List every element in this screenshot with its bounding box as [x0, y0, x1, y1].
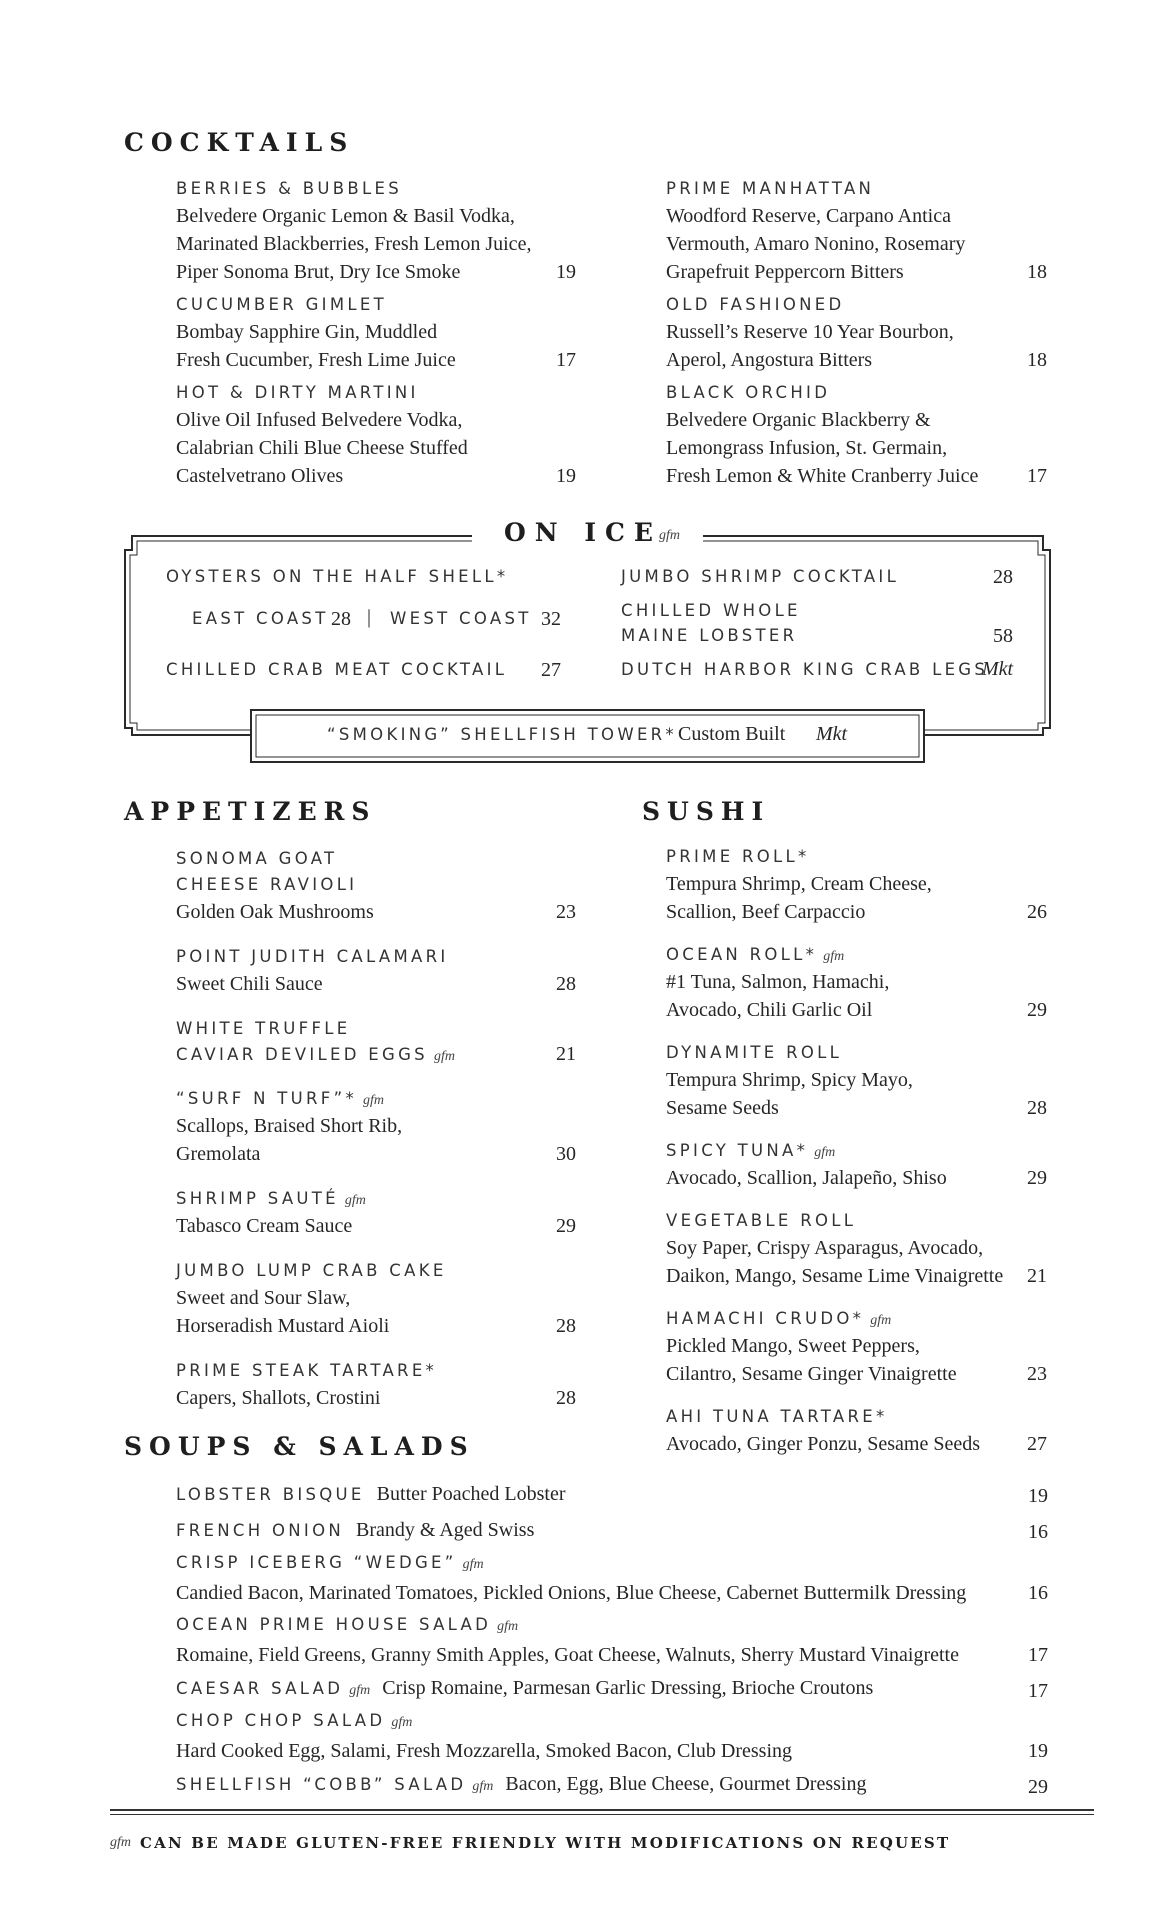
menu-item: [666, 1306, 1047, 1388]
cocktails-title: COCKTAILS: [124, 128, 355, 157]
item-name: PRIME MANHATTAN: [666, 179, 875, 198]
item-price: 19: [556, 465, 576, 487]
item-name: CHEESE RAVIOLI: [176, 875, 358, 894]
item-name-line: [176, 1016, 576, 1042]
item-price: 17: [1027, 465, 1047, 487]
menu-item: [666, 380, 1047, 490]
west-coast-price: 32: [541, 608, 561, 630]
item-description: Grapefruit Peppercorn Bitters: [666, 261, 904, 283]
item-name-line: [176, 1550, 1048, 1579]
item-description: Romaine, Field Greens, Granny Smith Apples, Goat Cheese, Walnuts, Sherry Mustard Vinaigrette: [176, 1644, 959, 1666]
item-description: Marinated Blackberries, Fresh Lemon Juice,: [176, 233, 532, 255]
item-name-line: [176, 1186, 576, 1212]
item-name-line: [176, 1258, 576, 1284]
shrimp-cocktail-price: 28: [993, 566, 1013, 588]
item-description: Olive Oil Infused Belvedere Vodka,: [176, 409, 463, 431]
item-name-line: [176, 944, 576, 970]
item-description: Tabasco Cream Sauce: [176, 1215, 353, 1237]
menu-item: [176, 1480, 1048, 1510]
item-price: 28: [556, 1387, 576, 1409]
item-name-line: [176, 1042, 576, 1068]
item-description: Vermouth, Amaro Nonino, Rosemary: [666, 233, 966, 255]
item-price: 23: [1027, 1363, 1047, 1385]
menu-item: [176, 292, 576, 374]
item-name: OLD FASHIONED: [666, 295, 845, 314]
menu-item: [666, 942, 1047, 1024]
footer-gfm: gfm: [110, 1835, 131, 1850]
item-description: Daikon, Mango, Sesame Lime Vinaigrette: [666, 1265, 1004, 1287]
gfm-mark: gfm: [472, 1779, 494, 1794]
item-price: 28: [1027, 1097, 1047, 1119]
item-name: CHOP CHOP SALAD: [176, 1711, 386, 1730]
king-crab-price: Mkt: [982, 658, 1014, 680]
menu-item: [666, 1208, 1047, 1290]
item-description: Gremolata: [176, 1143, 261, 1165]
footer-rule-bottom: [110, 1814, 1094, 1815]
gfm-mark: gfm: [823, 949, 845, 964]
item-description: Tempura Shrimp, Cream Cheese,: [666, 873, 932, 895]
appetizers-column: [176, 846, 576, 1430]
item-description: Scallops, Braised Short Rib,: [176, 1115, 403, 1137]
menu-item: [176, 1770, 1048, 1801]
sushi-title: SUSHI: [642, 797, 771, 826]
item-description: Crisp Romaine, Parmesan Garlic Dressing, Brioche Croutons: [382, 1677, 874, 1699]
item-price: 17: [1028, 1644, 1048, 1666]
footer-note: CAN BE MADE GLUTEN-FREE FRIENDLY WITH MODIFICATIONS ON REQUEST: [140, 1834, 951, 1852]
item-price: 18: [1027, 261, 1047, 283]
item-name-line: [666, 1404, 1047, 1430]
menu-item: [176, 1258, 576, 1340]
east-coast-price: 28: [331, 608, 351, 630]
cocktails-left-column: [176, 176, 576, 496]
menu-item: [666, 1040, 1047, 1122]
item-price: 26: [1027, 901, 1047, 923]
item-price: 16: [1028, 1582, 1048, 1604]
menu-item: [176, 176, 576, 286]
item-name: BLACK ORCHID: [666, 383, 831, 402]
coast-separator: |: [367, 606, 372, 628]
item-description: Piper Sonoma Brut, Dry Ice Smoke: [176, 261, 461, 283]
item-description: Butter Poached Lobster: [376, 1483, 566, 1505]
item-name: “SURF N TURF”*: [176, 1089, 357, 1108]
item-name-line: [176, 1516, 1048, 1546]
item-name-line: [176, 1708, 1048, 1737]
gfm-mark: gfm: [870, 1313, 892, 1328]
menu-item: [176, 1674, 1048, 1705]
tower-price: Mkt: [816, 723, 848, 745]
menu-item: [176, 846, 576, 926]
item-name: SHELLFISH “COBB” SALAD: [176, 1775, 467, 1794]
item-description: Russell’s Reserve 10 Year Bourbon,: [666, 321, 954, 343]
tower-desc: Custom Built: [678, 723, 786, 745]
item-description: Bacon, Egg, Blue Cheese, Gourmet Dressing: [505, 1773, 867, 1795]
menu-item: [666, 1138, 1047, 1192]
item-name-line: [176, 872, 576, 898]
menu-item: [666, 1404, 1047, 1458]
item-name: POINT JUDITH CALAMARI: [176, 947, 449, 966]
item-description: Golden Oak Mushrooms: [176, 901, 374, 923]
item-name-line: [176, 1674, 1048, 1705]
menu-item: [176, 1358, 576, 1412]
menu-item: [176, 1086, 576, 1168]
item-price: 30: [556, 1143, 576, 1165]
cocktails-right-column: [666, 176, 1047, 496]
item-name: HAMACHI CRUDO*: [666, 1309, 865, 1328]
menu-item: [666, 292, 1047, 374]
appetizers-title: APPETIZERS: [124, 797, 377, 826]
crab-cocktail-price: 27: [541, 659, 561, 681]
item-name: LOBSTER BISQUE: [176, 1485, 365, 1504]
item-name-line: [176, 1480, 1048, 1510]
item-name-line: [666, 1208, 1047, 1234]
item-description: Lemongrass Infusion, St. Germain,: [666, 437, 948, 459]
item-name-line: [666, 942, 1047, 968]
item-name: SPICY TUNA*: [666, 1141, 809, 1160]
item-name: OCEAN ROLL*: [666, 945, 818, 964]
item-price: 19: [556, 261, 576, 283]
item-description: Brandy & Aged Swiss: [356, 1519, 535, 1541]
item-description: Candied Bacon, Marinated Tomatoes, Pickled Onions, Blue Cheese, Cabernet Buttermilk Dressing: [176, 1582, 967, 1604]
menu-item: [176, 380, 576, 490]
item-price: 21: [556, 1043, 576, 1065]
gfm-mark: gfm: [363, 1093, 384, 1108]
menu-item: [176, 944, 576, 998]
item-name: HOT & DIRTY MARTINI: [176, 383, 419, 402]
item-price: 19: [1028, 1740, 1048, 1762]
item-description: Castelvetrano Olives: [176, 465, 344, 487]
item-name: CAVIAR DEVILED EGGS: [176, 1045, 428, 1064]
item-description: Hard Cooked Egg, Salami, Fresh Mozzarella, Smoked Bacon, Club Dressing: [176, 1740, 792, 1762]
item-description: Belvedere Organic Lemon & Basil Vodka,: [176, 205, 515, 227]
soups-salads-title: SOUPS & SALADS: [124, 1432, 475, 1461]
gfm-mark: gfm: [344, 1193, 366, 1208]
item-price: 29: [1027, 999, 1047, 1021]
item-name: VEGETABLE ROLL: [666, 1211, 857, 1230]
item-description: Calabrian Chili Blue Cheese Stuffed: [176, 437, 468, 459]
menu-item: [666, 844, 1047, 926]
gfm-mark: gfm: [349, 1683, 371, 1698]
item-name: CUCUMBER GIMLET: [176, 295, 387, 314]
menu-item: [176, 1516, 1048, 1546]
item-price: 18: [1027, 349, 1047, 371]
item-price: 29: [556, 1215, 576, 1237]
item-description: Avocado, Scallion, Jalapeño, Shiso: [666, 1167, 947, 1189]
menu-item: [666, 176, 1047, 286]
item-description: Cilantro, Sesame Ginger Vinaigrette: [666, 1363, 957, 1385]
on-ice-gfm: gfm: [659, 528, 680, 543]
item-name: CAESAR SALAD: [176, 1679, 344, 1698]
gfm-mark: gfm: [462, 1557, 484, 1572]
item-name: DYNAMITE ROLL: [666, 1043, 843, 1062]
item-name-line: [176, 1358, 576, 1384]
item-price: 29: [1028, 1776, 1048, 1798]
item-name: WHITE TRUFFLE: [176, 1019, 351, 1038]
item-price: 28: [556, 1315, 576, 1337]
menu-item: [176, 1186, 576, 1240]
item-name: SONOMA GOAT: [176, 849, 338, 868]
item-description: Capers, Shallots, Crostini: [176, 1387, 381, 1409]
west-coast-label: WEST COAST: [390, 609, 532, 628]
menu-item: [176, 1016, 576, 1068]
item-name-line: [666, 844, 1047, 870]
item-price: 16: [1028, 1521, 1048, 1543]
item-name-line: [176, 1612, 1048, 1641]
item-name-line: [666, 1138, 1047, 1164]
item-name: OCEAN PRIME HOUSE SALAD: [176, 1615, 492, 1634]
king-crab-label: DUTCH HARBOR KING CRAB LEGS: [621, 660, 989, 679]
item-name-line: [176, 1770, 1048, 1801]
menu-item: [176, 1550, 1048, 1607]
item-name: SHRIMP SAUTÉ: [176, 1189, 339, 1208]
item-description: Soy Paper, Crispy Asparagus, Avocado,: [666, 1237, 984, 1259]
item-description: Belvedere Organic Blackberry &: [666, 409, 931, 431]
shrimp-cocktail-label: JUMBO SHRIMP COCKTAIL: [621, 567, 900, 586]
item-description: Scallion, Beef Carpaccio: [666, 901, 866, 923]
tower-label: “SMOKING” SHELLFISH TOWER*: [327, 725, 677, 744]
menu-item: [176, 1612, 1048, 1669]
gfm-mark: gfm: [497, 1619, 519, 1634]
east-coast-label: EAST COAST: [192, 609, 329, 628]
item-description: Fresh Lemon & White Cranberry Juice: [666, 465, 979, 487]
item-description: #1 Tuna, Salmon, Hamachi,: [666, 971, 890, 993]
item-description: Sweet and Sour Slaw,: [176, 1287, 351, 1309]
gfm-mark: gfm: [814, 1145, 836, 1160]
item-price: 17: [1028, 1680, 1048, 1702]
item-description: Bombay Sapphire Gin, Muddled: [176, 321, 438, 343]
item-price: 29: [1027, 1167, 1047, 1189]
item-price: 17: [556, 349, 576, 371]
gfm-mark: gfm: [433, 1049, 455, 1064]
item-description: Pickled Mango, Sweet Peppers,: [666, 1335, 920, 1357]
item-name: PRIME STEAK TARTARE*: [176, 1361, 438, 1380]
item-price: 21: [1027, 1265, 1047, 1287]
crab-cocktail-label: CHILLED CRAB MEAT COCKTAIL: [166, 660, 508, 679]
item-price: 19: [1028, 1485, 1048, 1507]
lobster-label-1: CHILLED WHOLE: [621, 601, 801, 620]
item-name: FRENCH ONION: [176, 1521, 345, 1540]
item-price: 28: [556, 973, 576, 995]
item-name-line: [176, 1086, 576, 1112]
menu-item: [176, 1708, 1048, 1765]
footer-rule-top: [110, 1809, 1094, 1811]
item-description: Tempura Shrimp, Spicy Mayo,: [666, 1069, 913, 1091]
sushi-column: [666, 844, 1047, 1474]
item-name: CRISP ICEBERG “WEDGE”: [176, 1553, 457, 1572]
item-name: JUMBO LUMP CRAB CAKE: [176, 1261, 447, 1280]
item-name-line: [666, 1040, 1047, 1066]
item-description: Avocado, Chili Garlic Oil: [666, 999, 873, 1021]
item-price: 27: [1027, 1433, 1047, 1455]
on-ice-title: ON ICE: [504, 518, 662, 547]
item-name-line: [176, 846, 576, 872]
item-description: Fresh Cucumber, Fresh Lime Juice: [176, 349, 456, 371]
item-name: PRIME ROLL*: [666, 847, 810, 866]
item-description: Aperol, Angostura Bitters: [666, 349, 873, 371]
item-description: Woodford Reserve, Carpano Antica: [666, 205, 951, 227]
lobster-label-2: MAINE LOBSTER: [621, 626, 798, 645]
item-name: AHI TUNA TARTARE*: [666, 1407, 888, 1426]
item-description: Avocado, Ginger Ponzu, Sesame Seeds: [666, 1433, 981, 1455]
item-description: Sesame Seeds: [666, 1097, 779, 1119]
lobster-price: 58: [993, 625, 1013, 647]
gfm-mark: gfm: [391, 1715, 413, 1730]
item-description: Sweet Chili Sauce: [176, 973, 323, 995]
item-name-line: [666, 1306, 1047, 1332]
item-price: 23: [556, 901, 576, 923]
oysters-label: OYSTERS ON THE HALF SHELL*: [166, 567, 509, 586]
item-name: BERRIES & BUBBLES: [176, 179, 403, 198]
item-description: Horseradish Mustard Aioli: [176, 1315, 390, 1337]
